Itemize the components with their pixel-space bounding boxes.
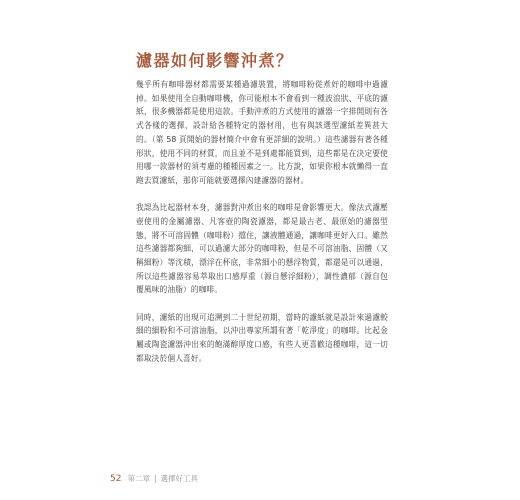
paragraph: 同時，濾紙的出現可追溯到二十世紀初期，當時的濾紙就是設計來過濾較細的細粉和不可溶油脂，以沖出專家所謂有著「乾淨度」的咖啡。比起金屬或陶瓷濾器沖出來的飽滿醇厚度口感，有些人更喜歡這種咖啡，這一切都取決於個人喜好。	[136, 312, 388, 363]
section-label: 選擇好工具	[160, 474, 198, 483]
footer-separator: |	[153, 474, 157, 483]
paragraph: 幾乎所有咖啡器材都需要某種過濾裝置，將咖啡粉從煮好的咖啡中過濾掉。如果使用全自動咖啡機，你可能根本不會看到一種波浪狀、平底的濾紙，很多機器都是使用這款。手動沖煮的方式使用的濾器一字排開則有各式各樣的選擇，設計給各種特定的器材用，也有與該選型濾紙差異甚大的。（第 58 頁開始的器材簡介中會有更詳細的說明。）這些濾器有著各種形狀，使用不同的材質，而且並不是到處都能買到，這些都是在決定要使用哪一款器材的須考慮的種種因素之一。比方說，如果你根本就懶得一直跑去買濾紙，那你可能就要選擇內建濾器的器材。	[136, 80, 388, 185]
page-footer	[110, 473, 198, 484]
paragraph: 我認為比起器材本身，濾器對沖煮出來的咖啡是會影響更大。像法式濾壓壺使用的金屬濾器、凡客壺的陶瓷濾器，都是最古老、最原始的濾器型態，將不可溶固體（咖啡粉）擋住，讓液體通過，讓咖啡更好入口。雖然這些濾器都夠細，可以過濾大部分的咖啡粉，但是不可溶油脂、固體（又稱細粉）等沈積，漂浮在杯底，非常細小的懸浮物質，都還是可以通過，所以這些濾器容易萃取出口感厚重（源自懸浮細粉），調性濃郁（源自包覆風味的油脂）的咖啡。	[136, 203, 388, 295]
chapter-label: 第二章	[127, 474, 150, 483]
section-heading: 濾器如何影響沖煮？	[136, 51, 294, 70]
page-number: 52	[110, 473, 122, 484]
body-text	[136, 78, 388, 379]
